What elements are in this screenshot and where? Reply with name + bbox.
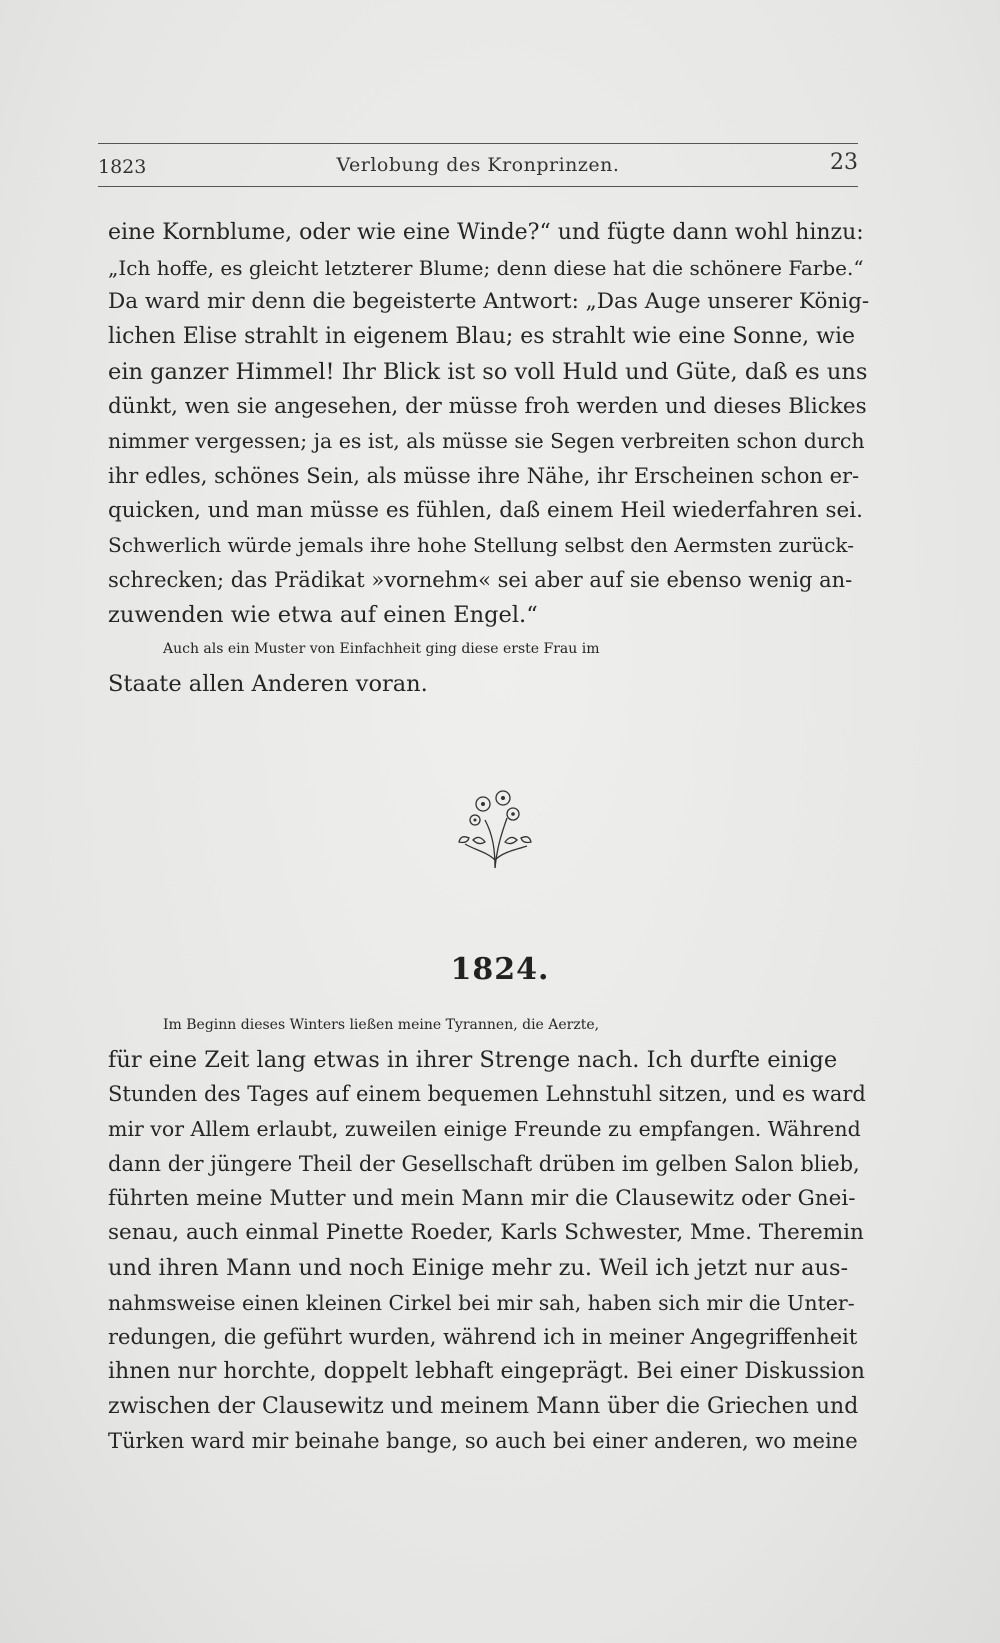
text-line: Auch als ein Muster von Einfachheit ging diese erste Frau im [163, 641, 600, 658]
text-line: zuwenden wie etwa auf einen Engel.“ [108, 601, 538, 628]
text-line: und ihren Mann und noch Einige mehr zu. Weil ich jetzt nur aus- [108, 1254, 849, 1281]
text-line: lichen Elise strahlt in eigenem Blau; es strahlt wie eine Sonne, wie [108, 324, 856, 350]
page-number: 23 [830, 150, 858, 175]
text-line: redungen, die geführt wurden, während ich in meiner Angegriffenheit [108, 1325, 858, 1350]
text-line: nimmer vergessen; ja es ist, als müsse sie Segen verbreiten schon durch [108, 429, 865, 454]
text-line: ihnen nur horchte, doppelt lebhaft eingeprägt. Bei einer Diskussion [108, 1359, 865, 1385]
text-line: Türken ward mir beinahe bange, so auch bei einer anderen, wo meine [108, 1429, 858, 1454]
text-line: Im Beginn dieses Winters ließen meine Tyrannen, die Aerzte, [163, 1017, 600, 1033]
text-line: Schwerlich würde jemals ihre hohe Stellung selbst den Aermsten zurück- [108, 533, 854, 558]
text-line: senau, auch einmal Pinette Roeder, Karls Schwester, Mme. Theremin [108, 1220, 864, 1246]
text-line: ihr edles, schönes Sein, als müsse ihre Nähe, ihr Erscheinen schon er- [108, 463, 860, 488]
section-1824-text [108, 1008, 868, 1459]
flower-bouquet-icon [455, 780, 535, 870]
paragraph [108, 1008, 868, 1459]
header-rule-top [98, 143, 858, 144]
header-rule-bottom [98, 186, 858, 187]
text-line: mir vor Allem erlaubt, zuweilen einige Freunde zu empfangen. Während [108, 1117, 861, 1142]
running-header [98, 150, 858, 180]
paragraph [108, 632, 868, 701]
text-line: dann der jüngere Theil der Gesellschaft drüben im gelben Salon blieb, [108, 1151, 860, 1176]
text-line: quicken, und man müsse es fühlen, daß einem Heil wiederfahren sei. [108, 497, 863, 523]
section-1823-text [108, 216, 868, 702]
text-line: Da ward mir denn die begeisterte Antwort: „Das Auge unserer König- [108, 289, 870, 315]
text-line: Staate allen Anderen voran. [108, 671, 428, 698]
year-heading: 1824. [450, 952, 550, 987]
text-line: führten meine Mutter und mein Mann mir die Clausewitz oder Gnei- [108, 1185, 856, 1211]
text-line: Stunden des Tages auf einem bequemen Lehnstuhl sitzen, und es ward [108, 1082, 866, 1107]
text-line: nahmsweise einen kleinen Cirkel bei mir sah, haben sich mir die Unter- [108, 1290, 855, 1315]
text-line: für eine Zeit lang etwas in ihrer Strenge nach. Ich durfte einige [108, 1046, 838, 1073]
text-line: zwischen der Clausewitz und meinem Mann über die Griechen und [108, 1393, 859, 1419]
text-line: eine Kornblume, oder wie eine Winde?“ und fügte dann wohl hinzu: [108, 220, 864, 245]
text-line: schrecken; das Prädikat »vornehm« sei aber auf sie ebenso wenig an- [108, 568, 853, 593]
header-title: Verlobung des Kronprinzen. [336, 154, 620, 176]
header-year: 1823 [98, 156, 147, 178]
text-line: ein ganzer Himmel! Ihr Blick ist so voll Huld und Güte, daß es uns [108, 358, 868, 385]
text-line: dünkt, wen sie angesehen, der müsse froh werden und dieses Blickes [108, 393, 867, 419]
text-line: „Ich hoffe, es gleicht letzterer Blume; denn diese hat die schönere Farbe.“ [108, 255, 864, 280]
paragraph [108, 216, 868, 632]
